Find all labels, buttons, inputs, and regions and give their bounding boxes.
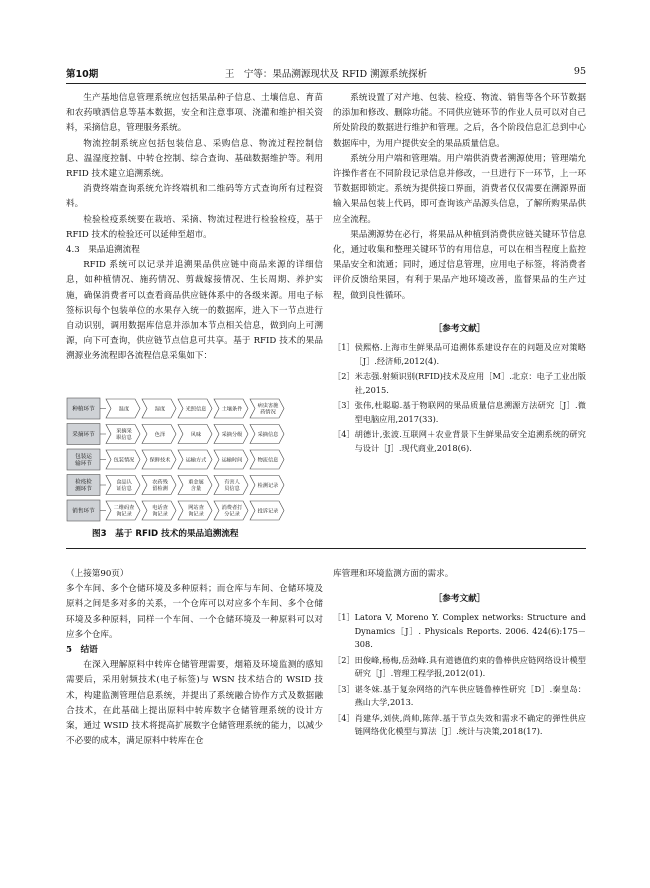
issue-number: 第10期	[66, 69, 99, 80]
stage-label: 销售环节	[72, 508, 95, 515]
flow-row	[67, 500, 284, 521]
paragraph: 消费终端查询系统允许终端机和二维码等方式查询所有过程资料。	[66, 184, 323, 210]
stage-label: 检疫检测环节	[75, 479, 92, 493]
page-number: 95	[573, 66, 586, 77]
step-label: 温度	[118, 406, 130, 413]
running-title: 王 宁等：果品溯源现状及 RFID 溯源系统探析	[224, 69, 428, 80]
step-label: 风味	[190, 431, 202, 438]
reference-item: ［2］ 米志强.射频识别(RFID)技术及应用［M］.北京：电子工业出版社,2015.	[333, 371, 586, 395]
step-label: 病虫害施药情况	[257, 403, 279, 416]
reference-item: ［3］ 谌冬妹.基于复杂网络的汽车供应链鲁棒性研究［D］.秦皇岛：燕山大学,2013.	[333, 683, 586, 708]
step-label: 重金属含量	[188, 479, 204, 493]
stage-label: 采摘环节	[72, 431, 95, 438]
paragraph: 系统分用户端和管理端。用户端供消费者溯源使用；管理端允许操作者在不同阶段记录信息并修改，一旦进行下一环节，上一环节数据即锁定。系统为提供接口界面，消费者仅仅需要在溯源界面输入果品包装上代码，即可查询该产品源头信息，了解所购果品供应全流程。	[333, 153, 586, 225]
bottom-left-column	[66, 567, 323, 749]
paragraph: 系统设置了对产地、包装、检疫、物流、销售等各个环节数据的添加和修改、删除功能。不同供应链环节的作业人员可以对自己所处阶段的数据进行维护和管理。之后，各个阶段信息汇总到中心数据库中，为用户提供安全的果品质量信息。	[333, 93, 586, 149]
article-separator	[66, 548, 586, 549]
references-heading: ［参考文献］	[433, 594, 486, 605]
step-label: 土壤条件	[221, 406, 243, 413]
stage-label: 种植环节	[72, 406, 95, 413]
step-label: 湿度	[154, 406, 166, 413]
bottom-right-column	[333, 567, 586, 741]
step-label: 消费者打分记录	[221, 505, 243, 518]
flow-row	[67, 475, 284, 496]
reference-item: ［4］ 胡德计,张波.互联网＋农业背景下生鲜果品安全追溯系统的研究与设计［J］.现代商业,2018(6).	[333, 429, 586, 453]
running-header	[66, 66, 586, 82]
paragraph: 检验检疫系统要在栽培、采摘、物流过程进行检验检疫，基于 RFID 技术的检验还可以延伸至超市。	[66, 214, 323, 240]
step-label: 采摘分级	[221, 431, 243, 438]
paragraph: 多个车间、多个仓储环境及多种原料；而仓库与车间、仓储环境及原料之间是多对多的关系，一个仓库可以对应多个车间、多个仓储环境及多种原料，同样一个车间、一个仓储环境及一种原料可以对应多个仓库。	[66, 584, 323, 640]
step-label: 食品认证信息	[116, 479, 132, 493]
figure-caption: 图3 基于 RFID 技术的果品追溯流程	[92, 529, 239, 539]
subsection-heading: 4.3 果品追溯流程	[66, 245, 140, 256]
figure-3-flowchart	[66, 396, 291, 524]
stage-label: 包装运输环节	[75, 454, 92, 467]
paragraph: 生产基地信息管理系统应包括果品种子信息、土壤信息、育苗和农药喷洒信息等基本数据，安全和注意事项、浇灌和维护相关资料，采摘信息，管理服务系统。	[66, 93, 323, 134]
flow-row	[67, 424, 284, 445]
step-label: 农药残留检测	[152, 479, 168, 493]
step-label: 保鲜技术	[149, 457, 171, 464]
step-label: 采摘采职信息	[116, 428, 132, 442]
reference-item: ［1］ Latora V, Moreno Y. Complex networks: Structure and Dynamics［J］. Physicals Reports. 2006. 424(6):175－308.	[333, 612, 586, 650]
paragraph: 在深入理解原料中转库仓储管理需要，烟箱及环境监测的感知需要后，采用射频技术(电子标签)与 WSN 技术结合的 WSID 技术，构建监测管理信息系统，并提出了系统融合协作方式及数据融合技术，在此基础上提出原料中转库数字仓储管理系统的设计方案，通过 WSID 技术将提高扩展数字仓储管理系统的能力，以减少不必要的成本，满足原料中转库在仓	[66, 660, 323, 747]
step-label: 采摘信息	[257, 431, 279, 438]
step-label: 色泽	[154, 431, 166, 438]
section-heading: 5 结语	[66, 645, 98, 656]
step-label: 投诉记录	[257, 508, 279, 515]
paragraph: 库管理和环境监测方面的需求。	[333, 569, 454, 579]
references-heading: ［参考文献］	[433, 323, 486, 334]
continued-note: （上接第90页）	[66, 569, 129, 579]
step-label: 光照信息	[185, 406, 207, 413]
reference-item: ［3］ 张伟,杜聪聪.基于物联网的果品质量信息溯源方法研究［J］.微型电脑应用,2017(33).	[333, 400, 586, 424]
reference-item: ［1］ 侯熙格.上海市生鲜果品可追溯体系建设存在的问题及应对策略［J］.经济师,2012(4).	[333, 342, 586, 366]
top-left-column	[66, 91, 323, 365]
top-right-column	[333, 91, 586, 457]
reference-item: ［2］ 田俊峰,杨梅,岳劲峰.具有道德值约束的鲁棒供应链网络设计模型研究［J］.管理工程学报,2012(01).	[333, 654, 586, 679]
paragraph: RFID 系统可以记录并追溯果品供应链中商品来源的详细信息，如种植情况、施药情况、剪裁嫁接情况、生长周期、养护实施，确保消费者可以查看商品供应链体系中的各级来源。用电子标签标识每个包装单位的水果存入统一的数据库，进入下一节点进行自动识别，调用数据库信息并添加本节点相关信息，做到向上可溯源，向下可查询，供应链节点信息可共享。基于 RFID 技术的果品溯源业务流程即各流程信息采集如下：	[66, 260, 323, 362]
step-label: 检测记录	[257, 482, 279, 489]
paragraph: 果品溯源势在必行，将果品从种植到消费供应链关键环节信息化，通过收集和整理关键环节的有用信息，可以在相当程度上监控果品安全和流通；同时，通过信息管理，应用电子标签，将消费者评价反馈给果园，有利于果品产地环境改善，监督果品的生产过程，做到良性循环。	[333, 229, 586, 301]
flow-row	[67, 449, 284, 470]
step-label: 二维码查询记录	[113, 505, 135, 518]
reference-item: ［4］ 肖建华,刘侠,尚帅,陈萍.基于节点失效和需求不确定的弹性供应链网络优化模型与算法［J］.统计与决策,2018(17).	[333, 712, 586, 737]
flow-row	[67, 398, 284, 419]
step-label: 运输方式	[185, 457, 207, 464]
step-label: 物流信息	[257, 457, 279, 464]
step-label: 网站查询记录	[188, 505, 204, 518]
step-label: 电话查询记录	[152, 505, 168, 518]
step-label: 运输时间	[221, 457, 243, 464]
paragraph: 物流控制系统应包括包装信息、采购信息、物流过程控制信息、温湿度控制、中转仓控制、综合查询、基础数据维护等。利用 RFID 技术建立追溯系统。	[66, 138, 323, 180]
header-rule	[66, 83, 586, 84]
step-label: 包装情况	[113, 457, 135, 464]
step-label: 有害人员信息	[224, 479, 240, 493]
